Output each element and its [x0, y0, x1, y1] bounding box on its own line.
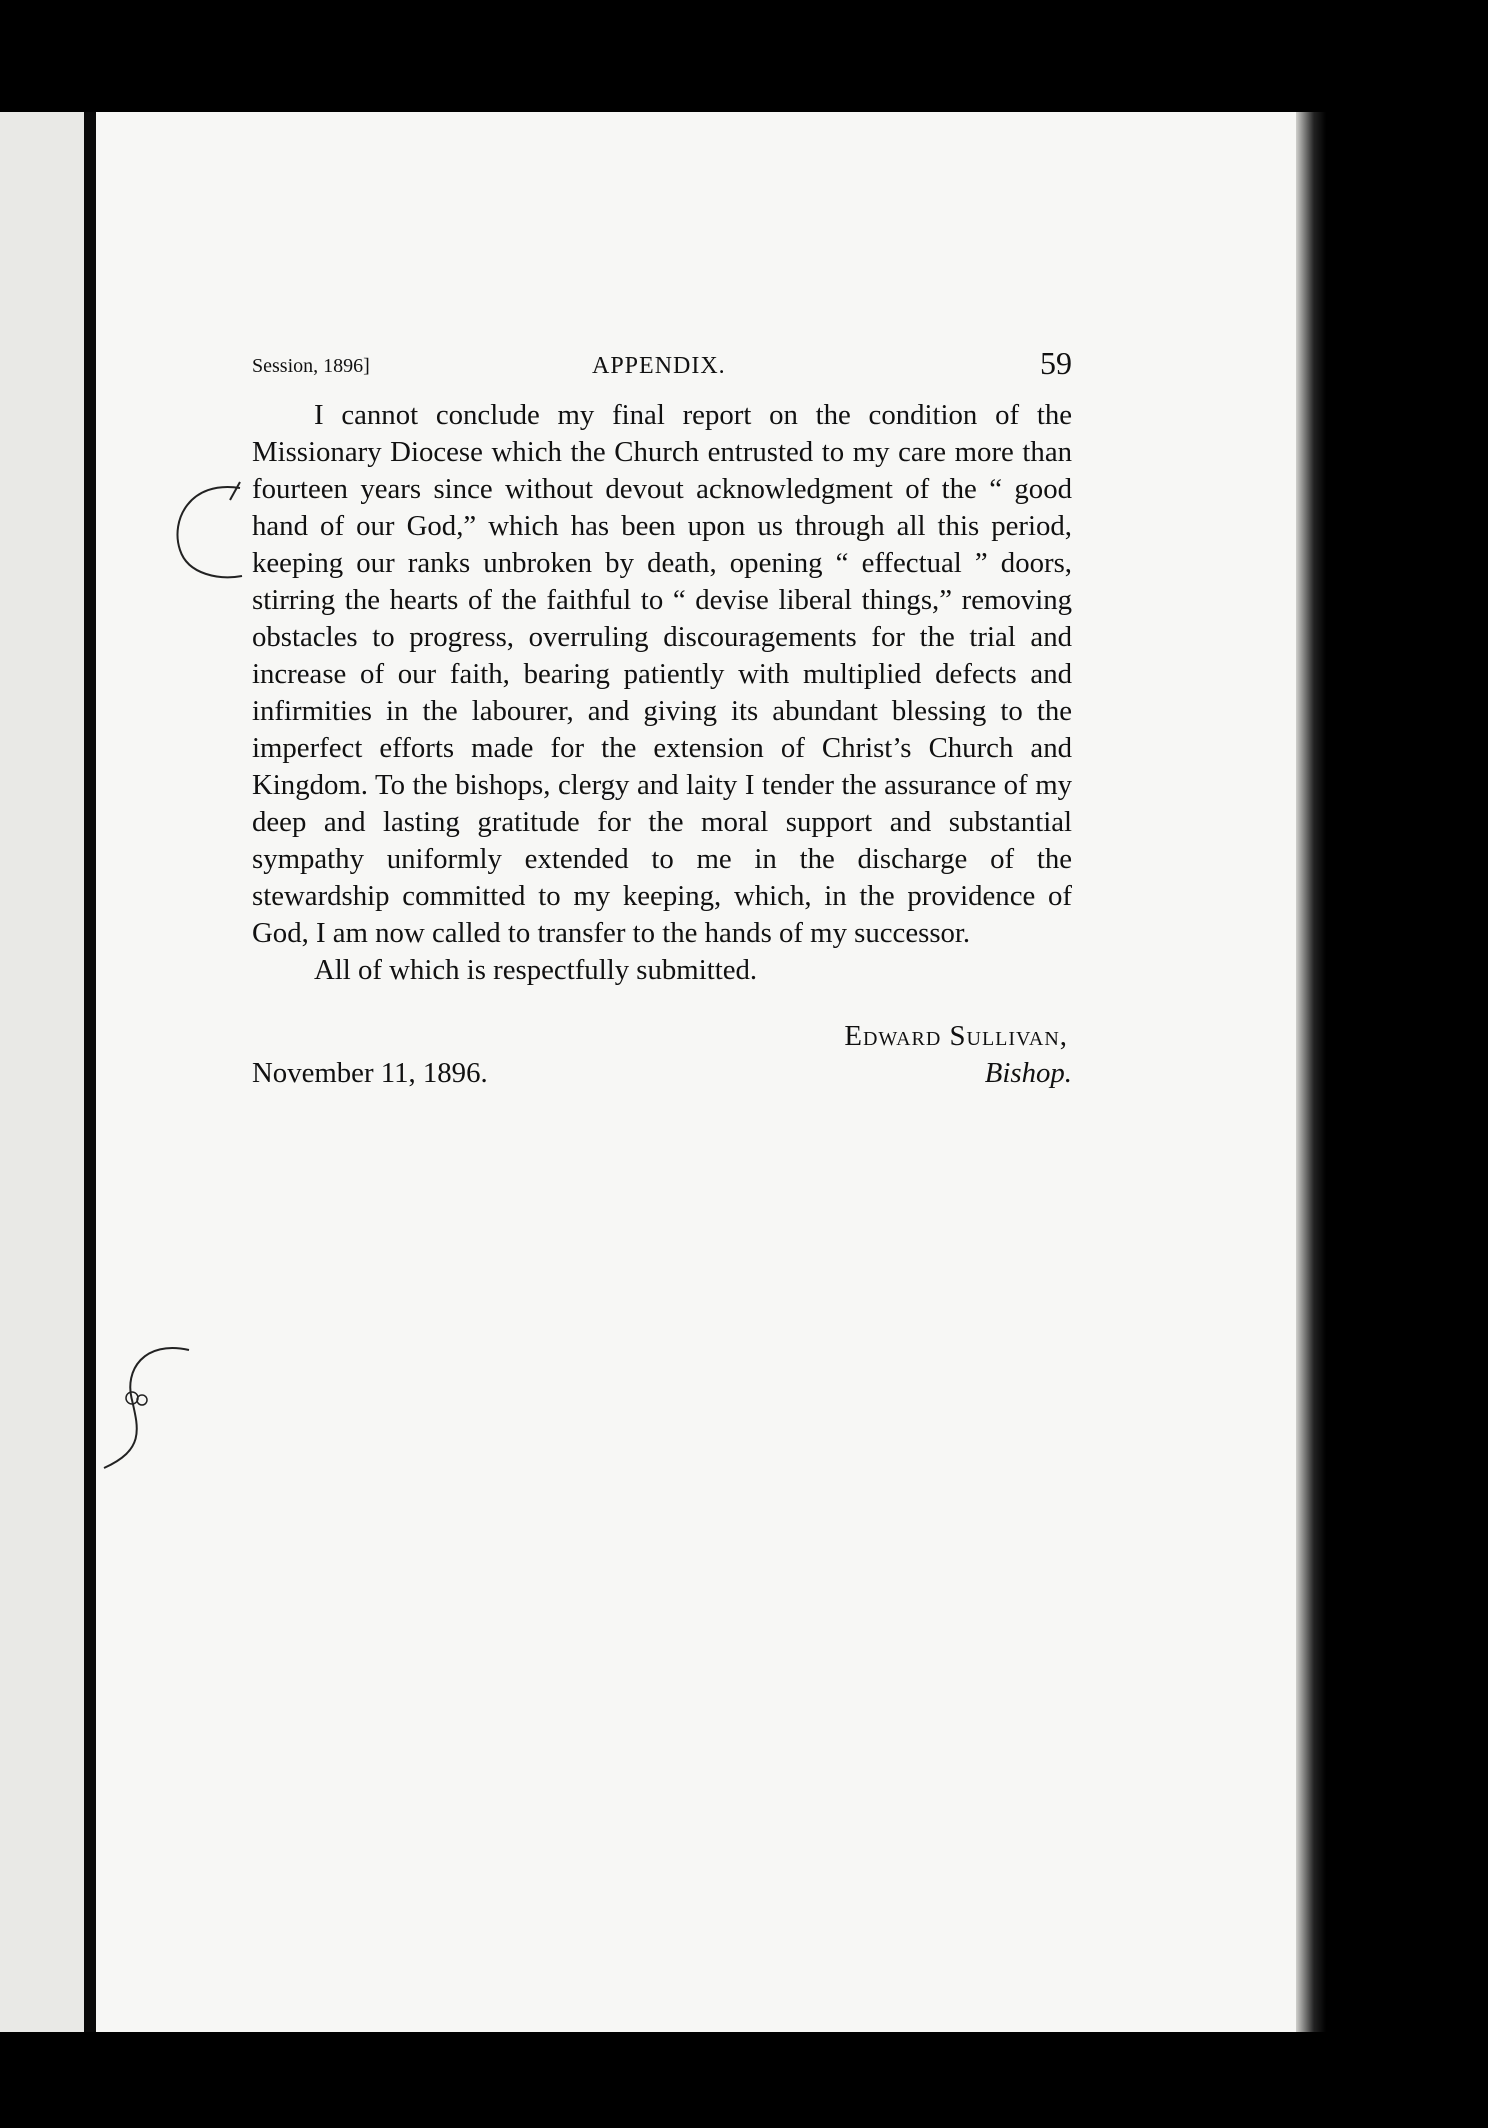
report-paragraph: I cannot conclude my final report on the condition of the Missionary Diocese which the Church entrusted to my care more than fourteen years since without devout acknowledgment of the “ good hand of our God,” which has been upon us through all this period, keeping our ranks unbroken by death, opening “ effectual ” doors, stirring the hearts of the faithful to “ devise liberal things,” removing obstacles to progress, overruling discouragements for the trial and increase of our faith, bearing patiently with multiplied defects and infirmities in the labourer, and giving its abundant blessing to the imperfect efforts made for the extension of Christ’s Church and Kingdom. To the bishops, clergy and laity I tender the assurance of my deep and lasting gratitude for the moral support and substantial sympathy uniformly extended to me in the discharge of the stewardship committed to my keeping, which, in the providence of God, I am now called to transfer to the hands of my successor.: [252, 399, 1072, 949]
margin-scribble-mark: [84, 1340, 194, 1480]
closing-line: All of which is respectfully submitted.: [314, 954, 758, 986]
header-session: Session, 1896]: [252, 355, 370, 377]
signature-name: Edward Sullivan,: [844, 1019, 1068, 1052]
binding-shadow: [84, 112, 96, 2032]
left-margin: [0, 112, 84, 2032]
signature-title: Bishop.: [984, 1056, 1072, 1089]
signature-date: November 11, 1896.: [252, 1056, 488, 1089]
margin-bracket-mark: [170, 480, 260, 590]
page-edge-shadow: [1296, 112, 1326, 2032]
page-content: [252, 345, 1072, 1095]
running-header: [252, 345, 1072, 389]
header-title: APPENDIX.: [592, 353, 726, 379]
page-number: 59: [1040, 345, 1072, 381]
dateline: [252, 1055, 1072, 1095]
